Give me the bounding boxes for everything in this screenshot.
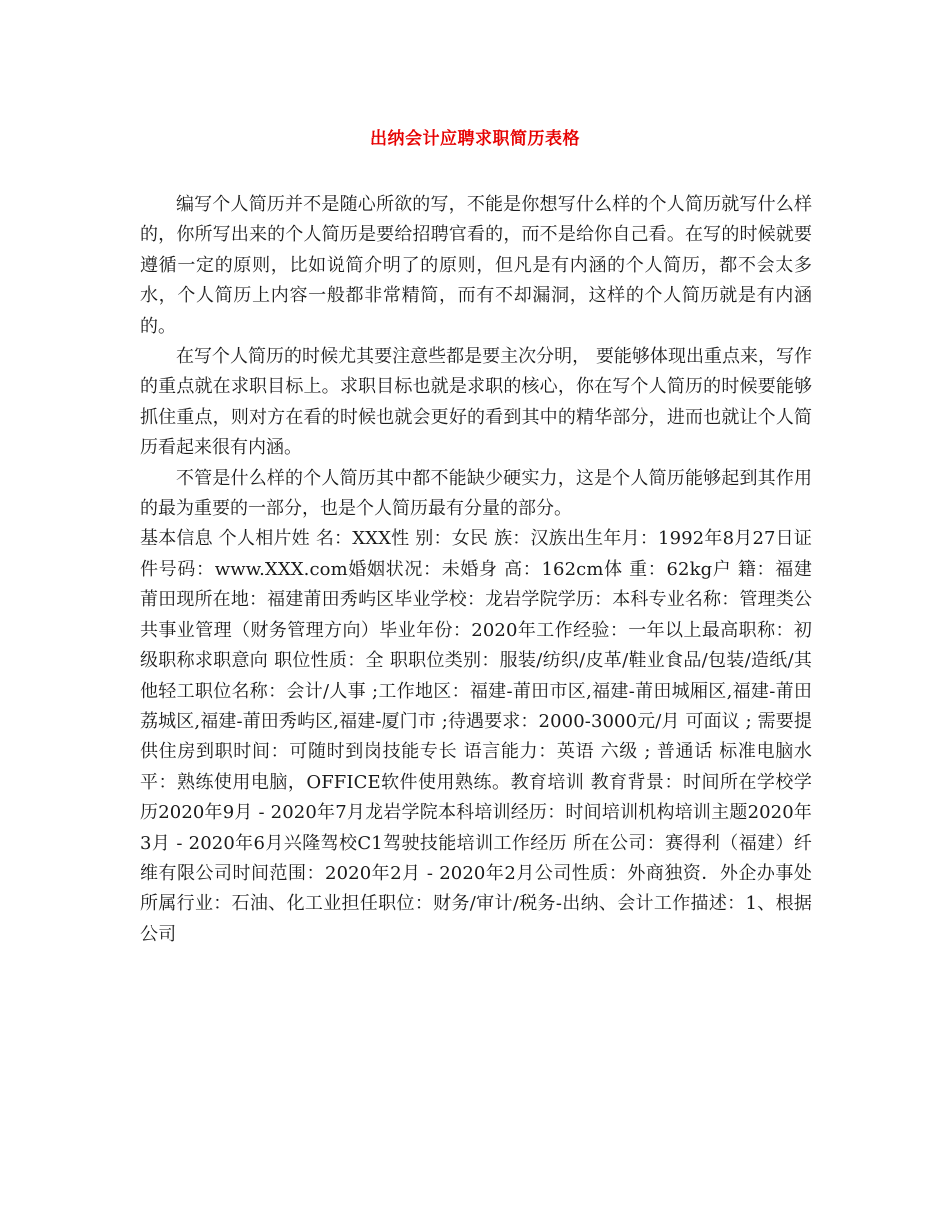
paragraph: 编写个人简历并不是随心所欲的写，不能是你想写什么样的个人简历就写什么样的，你所写出来的个人简历是要给招聘官看的，而不是给你自己看。在写的时候就要遵循一定的原则，比如说简介明了的原则，但凡是有内涵的个人简历，都不会太多水，个人简历上内容一般都非常精简，而有不却漏洞，这样的个人简历就是有内涵的。 (140, 194, 812, 337)
paragraph: 不管是什么样的个人简历其中都不能缺少硬实力，这是个人简历能够起到其作用的最为重要的一部分，也是个人简历最有分量的部分。 (140, 467, 812, 520)
document-title: 出纳会计应聘求职简历表格 (370, 129, 580, 149)
document-body (140, 190, 812, 950)
paragraph: 在写个人简历的时候尤其要注意些都是要主次分明， 要能够体现出重点来，写作的重点就在求职目标上。求职目标也就是求职的核心，你在写个人简历的时候要能够抓住重点，则对方在看的时候也就会更好的看到其中的精华部分，进而也就让个人简历看起来很有内涵。 (140, 346, 812, 459)
resume-info-block: 基本信息 个人相片姓 名：XXX性 别：女民 族：汉族出生年月：1992年8月27日证件号码：www.XXX.com婚姻状况：未婚身 高：162cm体 重：62kg户 籍：福建莆田现所在地：福建莆田秀屿区毕业学校：龙岩学院学历：本科专业名称：管理类公共事业管理（财务管理方向）毕业年份：2020年工作经验：一年以上最高职称：初级职称求职意向 职位性质：全 职职位类别：服装/纺织/皮革/鞋业食品/包装/造纸/其他轻工职位名称：会计/人事 ;工作地区：福建-莆田市区,福建-莆田城厢区,福建-莆田荔城区,福建-莆田秀屿区,福建-厦门市 ;待遇要求：2000-3000元/月 可面议 ; 需要提供住房到职时间：可随时到岗技能专长 语言能力：英语 六级 ; 普通话 标准电脑水平：熟练使用电脑，OFFICE软件使用熟练。教育培训 教育背景：时间所在学校学历2020年9月 - 2020年7月龙岩学院本科培训经历：时间培训机构培训主题2020年3月 - 2020年6月兴隆驾校C1驾驶技能培训工作经历 所在公司：赛得利（福建）纤维有限公司时间范围：2020年2月 - 2020年2月公司性质：外商独资．外企办事处所属行业：石油、化工业担任职位：财务/审计/税务-出纳、会计工作描述：1、根据公司 (140, 528, 812, 945)
